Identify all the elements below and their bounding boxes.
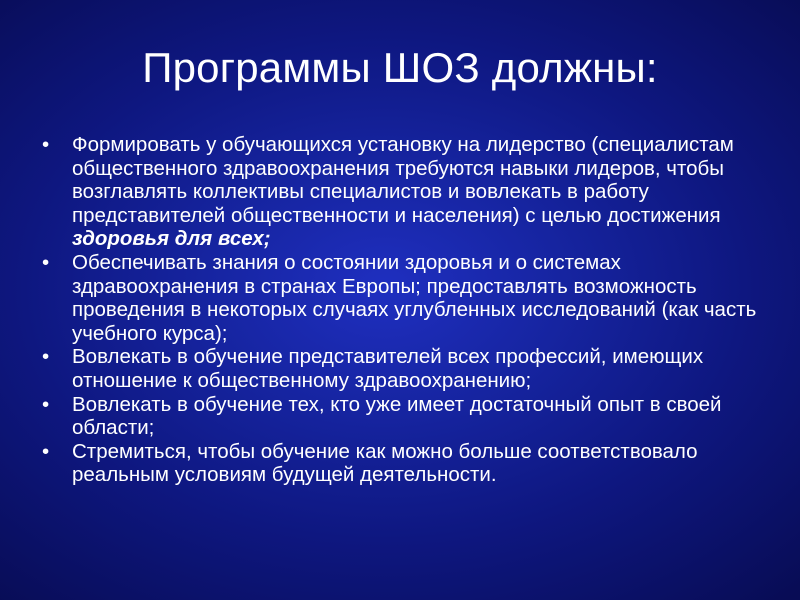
- bullet-text: Вовлекать в обучение тех, кто уже имеет достаточный опыт в своей области;: [72, 392, 722, 440]
- bullet-item: [40, 345, 760, 392]
- bullet-text: Обеспечивать знания о состоянии здоровья и о системах здравоохранения в странах Европы; предоставлять возможность проведения в некоторых случаях углубленных исследований (как часть учебного курса);: [72, 250, 757, 345]
- bullet-dot-icon: •: [42, 133, 50, 156]
- bullet-item: [40, 251, 760, 345]
- bullet-dot-icon: •: [42, 439, 50, 463]
- bullet-dot-icon: •: [42, 345, 50, 369]
- bullet-item: [40, 440, 760, 487]
- slide-title: Программы ШОЗ должны:: [142, 44, 658, 91]
- bullet-emphasis: здоровья для всех;: [72, 227, 271, 251]
- bullet-text: Вовлекать в обучение представителей всех профессий, имеющих отношение к общественному здравоохранению;: [72, 345, 704, 392]
- bullet-dot-icon: •: [42, 392, 50, 416]
- bullet-text: Стремиться, чтобы обучение как можно больше соответствовало реальным условиям будущей деятельности.: [72, 439, 698, 487]
- bullet-list: [40, 133, 760, 487]
- bullet-item: [40, 393, 760, 440]
- bullet-text: Формировать у обучающихся установку на лидерство (специалистам общественного здравоохранения требуются навыки лидеров, чтобы возглавлять коллективы специалистов и вовлекать в работу представителей общественности и населения) с целью достижения: [72, 133, 734, 227]
- bullet-item: [40, 133, 760, 251]
- bullet-dot-icon: •: [42, 250, 50, 274]
